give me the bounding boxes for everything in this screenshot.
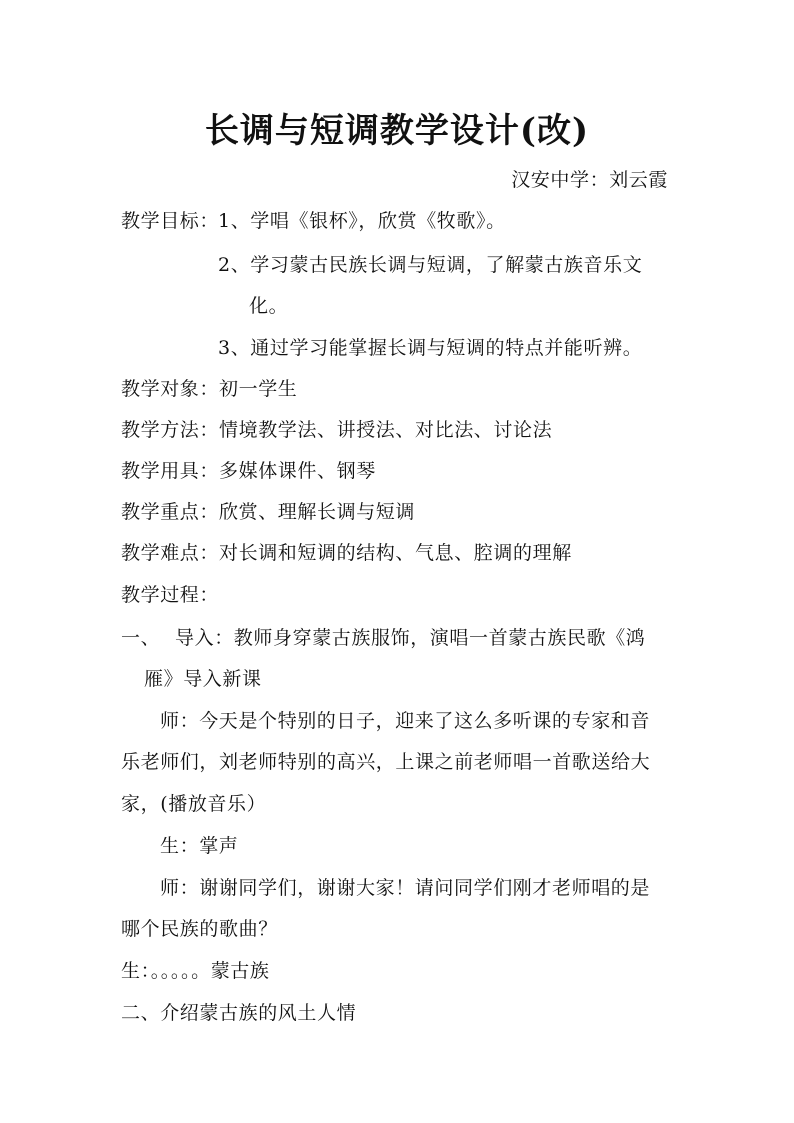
student-response-2: 生：。。。。。蒙古族 xyxy=(121,960,270,982)
section-1-number: 一、 xyxy=(121,627,161,649)
objectives-label: 教学目标： xyxy=(121,210,220,232)
teaching-target: 教学对象：初一学生 xyxy=(121,378,298,400)
objective-item-1: 1、学唱《银杯》，欣赏《牧歌》。 xyxy=(218,210,506,232)
section-2-heading: 二、介绍蒙古族的风土人情 xyxy=(121,1002,357,1024)
objective-item-2-line-1: 2、学习蒙古民族长调与短调，了解蒙古族音乐文 xyxy=(218,254,643,276)
student-response-1: 生：掌声 xyxy=(160,835,239,857)
teaching-tools: 教学用具：多媒体课件、钢琴 xyxy=(121,460,376,482)
author-line: 汉安中学：刘云霞 xyxy=(511,169,668,191)
paragraph-2-line-2: 哪个民族的歌曲？ xyxy=(121,918,278,940)
objective-item-3: 3、通过学习能掌握长调与短调的特点并能听辨。 xyxy=(218,337,643,359)
objective-item-2-line-2: 化。 xyxy=(249,295,289,317)
section-1-line-1: 导入：教师身穿蒙古族服饰，演唱一首蒙古族民歌《鸿 xyxy=(175,627,646,649)
teaching-methods: 教学方法：情境教学法、讲授法、对比法、讨论法 xyxy=(121,419,553,441)
teaching-difficulties: 教学难点：对长调和短调的结构、气息、腔调的理解 xyxy=(121,542,572,564)
process-label: 教学过程： xyxy=(121,584,220,606)
paragraph-1-line-1: 师：今天是个特别的日子，迎来了这么多听课的专家和音 xyxy=(160,710,651,732)
paragraph-2-line-1: 师：谢谢同学们，谢谢大家！请问同学们刚才老师唱的是 xyxy=(160,877,651,899)
section-1-line-2: 雁》导入新课 xyxy=(144,668,262,690)
paragraph-1-line-3: 家，(播放音乐） xyxy=(121,793,267,815)
document-title: 长调与短调教学设计(改) xyxy=(204,111,590,151)
paragraph-1-line-2: 乐老师们，刘老师特别的高兴，上课之前老师唱一首歌送给大 xyxy=(121,751,651,773)
teaching-key-points: 教学重点：欣赏、理解长调与短调 xyxy=(121,501,416,523)
